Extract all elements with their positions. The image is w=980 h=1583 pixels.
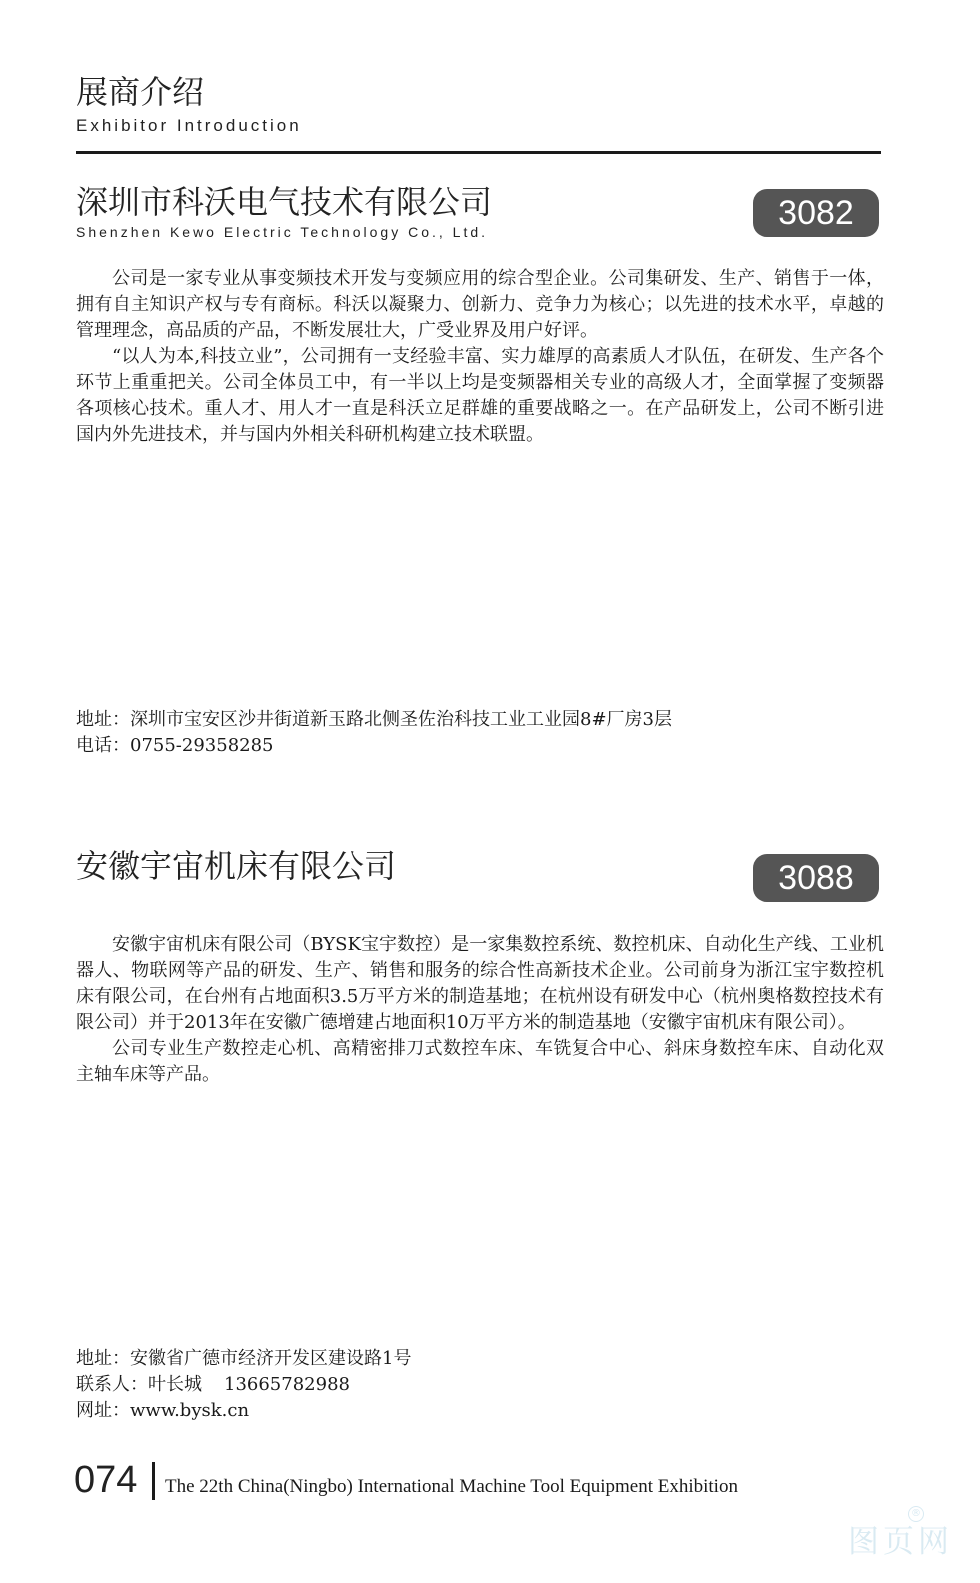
company-name-kewo: 深圳市科沃电气技术有限公司 bbox=[76, 183, 493, 221]
contact-block-yuzhou bbox=[76, 1346, 411, 1424]
header-divider bbox=[76, 151, 881, 154]
contact-phone: 13665782988 bbox=[224, 1374, 350, 1395]
exhibition-name: The 22th China(Ningbo) International Machine Tool Equipment Exhibition bbox=[165, 1476, 738, 1497]
booth-number-badge-3088: 3088 bbox=[753, 854, 879, 902]
booth-number-badge-3082: 3082 bbox=[753, 189, 879, 237]
description-paragraph: 安徽宇宙机床有限公司（BYSK宝宇数控）是一家集数控系统、数控机床、自动化生产线、工业机器人、物联网等产品的研发、生产、销售和服务的综合性高新技术企业。公司前身为浙江宝宇数控机床有限公司，在台州有占地面积3.5万平方米的制造基地；在杭州设有研发中心（杭州奥格数控技术有限公司）并于2013年在安徽广德增建占地面积10万平方米的制造基地（安徽宇宙机床有限公司）。 bbox=[76, 934, 884, 1033]
watermark-logo: 图页网 bbox=[848, 1524, 953, 1560]
description-paragraph: 公司专业生产数控走心机、高精密排刀式数控车床、车铣复合中心、斜床身数控车床、自动化双主轴车床等产品。 bbox=[76, 1038, 884, 1085]
section-title: 展商介绍 bbox=[76, 73, 205, 111]
company-english-name-kewo: Shenzhen Kewo Electric Technology Co., Ltd. bbox=[76, 224, 489, 240]
contact-person-line bbox=[76, 1372, 411, 1398]
address-line: 地址：安徽省广德市经济开发区建设路1号 bbox=[76, 1348, 412, 1369]
website-line: 网址：www.bysk.cn bbox=[76, 1400, 250, 1421]
description-paragraph: “以人为本,科技立业”，公司拥有一支经验丰富、实力雄厚的高素质人才队伍，在研发、生产各个环节上重重把关。公司全体员工中，有一半以上均是变频器相关专业的高级人才，全面掌握了变频器各项核心技术。重人才、用人才一直是科沃立足群雄的重要战略之一。在产品研发上，公司不断引进国内外先进技术，并与国内外相关科研机构建立技术联盟。 bbox=[76, 346, 884, 445]
company-name-yuzhou: 安徽宇宙机床有限公司 bbox=[76, 847, 397, 885]
footer-divider bbox=[152, 1462, 155, 1500]
company-description-kewo bbox=[76, 266, 884, 448]
contact-person: 联系人：叶长城 bbox=[76, 1374, 202, 1395]
section-subtitle: Exhibitor Introduction bbox=[76, 116, 302, 135]
registered-mark-icon: ® bbox=[908, 1506, 924, 1522]
phone-line: 电话：0755-29358285 bbox=[76, 735, 274, 756]
page-number: 074 bbox=[74, 1459, 138, 1501]
company-description-yuzhou bbox=[76, 932, 884, 1088]
description-paragraph: 公司是一家专业从事变频技术开发与变频应用的综合型企业。公司集研发、生产、销售于一体，拥有自主知识产权与专有商标。科沃以凝聚力、创新力、竞争力为核心；以先进的技术水平，卓越的管理理念，高品质的产品，不断发展壮大，广受业界及用户好评。 bbox=[76, 268, 884, 341]
address-line: 地址：深圳市宝安区沙井街道新玉路北侧圣佐治科技工业工业园8#厂房3层 bbox=[76, 709, 672, 730]
contact-block-kewo bbox=[76, 707, 672, 759]
